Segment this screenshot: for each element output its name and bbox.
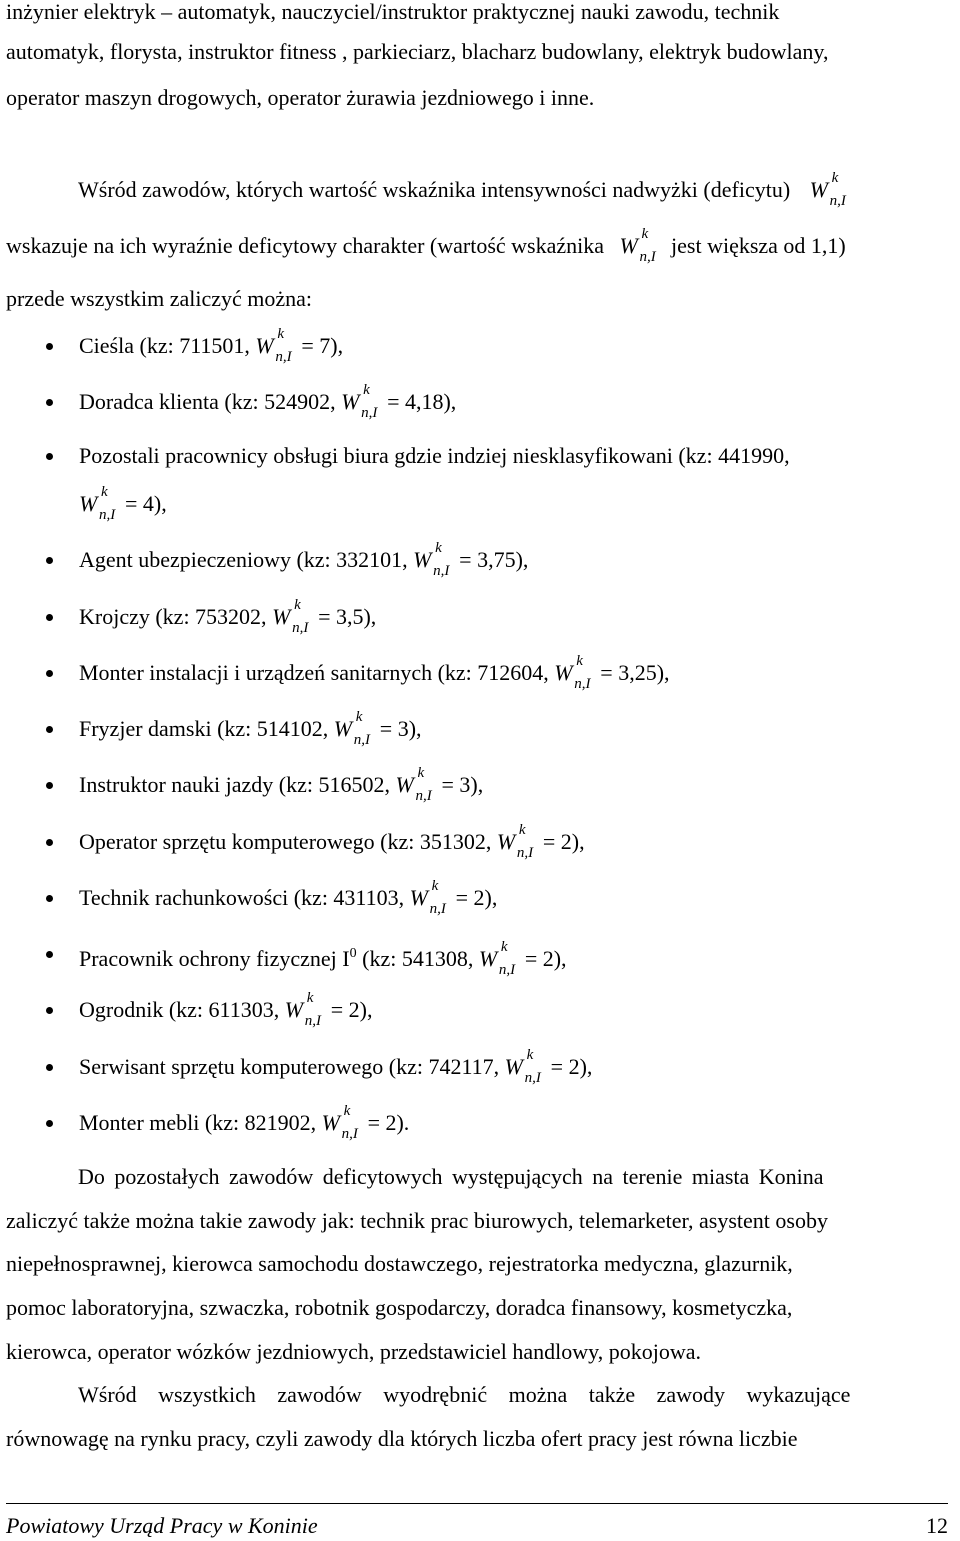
formula-w: W k n,I <box>413 540 450 579</box>
document-page: inżynier elektryk – automatyk, nauczyciel/instruktor praktycznej nauki zawodu, technik automatyk, florysta, instruktor fitness , parkieciarz, blacharz budowlany, elektryk budowlany, operator maszyn drogowych, operator żurawia jezdniowego i inne. Wśród zawodów, których wartość wskaźnika intensywności nadwyżki (deficytu) W k n,I wskazuje na ich wyraźnie deficytowy charakter (wartość wskaźnika W k n,I jest większa od 1,1) przede wszystkim zaliczyć można: Cieśla (kz: 711501, W k n,I = 7), Doradca klienta (kz: 524902, W k n,I = 4,18), Pozostali pracownicy obsługi biura gdzie indziej niesklasyfikowani (kz: 441990, W k n,I = 4), Agent ubezpieczeniowy (kz: 332101, W k n,I = 3,75), Krojczy (kz: 753202, W k n,I = 3,5), Monter instalacji i urządzeń sanitarnych (kz: 712604, W k n,I = 3,25), Fryzjer damski (kz: 514102, W k n,I = 3), Instruktor nauki jazdy (kz: 516502, W k n,I = 3), Operator sprzętu komputerowego (kz: 351302, W k n,I = 2), Technik rachunkowości (kz: 431103, W k n,I = 2), Pracownik ochrony fizycznej $I^0$ (kz: 541308, W k n,I = 2), Ogrodnik (kz: 611303, W k n,I = 2), Serwisant sprzętu komputerowego (kz: 742117, W k n,I = 2), Monter mebli (kz: 821902, W k n,I = 2). Do pozostałych zawodów deficytowych występujących na terenie miasta Konina zaliczyć także można takie zawody jak: technik prac biurowych, telemarketer, asystent osoby niepełnosprawnej, kierowca samochodu dostawczego, rejestratorka medyczna, glazurnik, pomoc laboratoryjna, szwaczka, robotnik gospodarczy, doradca finansowy, kosmetyczka, kierowca, operator wózków jezdniowych, przedstawiciel handlowy, pokojowa. Wśród wszystkich zawodów wyodrębnić można także zawody wykazujące równowagę na rynku pracy, czyli zawody dla których liczba ofert pracy jest równa liczbie Powiatowy Urząd Pracy w Koninie 12 <box>0 0 960 1541</box>
para2-line-4 <box>6 1294 954 1322</box>
footer-organization: Powiatowy Urząd Pracy w Koninie <box>6 1513 318 1538</box>
para-text: kierowca, operator wózków jezdniowych, przedstawiciel handlowy, pokojowa. <box>6 1339 702 1364</box>
para3-line-2 <box>6 1425 954 1453</box>
para-text: Do pozostałych zawodów deficytowych występujących na terenie miasta Konina <box>78 1164 824 1189</box>
para-text: Wśród wszystkich zawodów wyodrębnić można także zawody wykazujące <box>78 1382 851 1407</box>
para-text: pomoc laboratoryjna, szwaczka, robotnik gospodarczy, doradca finansowy, kosmetyczka, <box>6 1295 793 1320</box>
intro-line-1 <box>6 0 954 26</box>
page-number: 12 <box>926 1513 948 1538</box>
para-text: jest większa od 1,1) <box>671 233 846 258</box>
formula-w: W k n,I <box>496 822 534 861</box>
para2-line-5 <box>6 1338 954 1366</box>
intro-line-3 <box>6 84 954 112</box>
intro-text: automatyk, florysta, instruktor fitness , parkieciarz, blacharz budowlany, elektryk budowlany, <box>6 39 829 64</box>
formula-w: W k n,I <box>333 709 371 748</box>
intro-text: operator maszyn drogowych, operator żurawia jezdniowego i inne. <box>6 85 595 110</box>
formula-w: W k n,I <box>321 1103 358 1142</box>
formula-w: W k n,I <box>284 990 321 1029</box>
para2-line-3 <box>6 1250 954 1278</box>
para2-line-1 <box>78 1163 954 1191</box>
formula-w: W k n,I <box>79 484 116 523</box>
formula-w: W k n,I <box>504 1047 541 1086</box>
para2-line-2 <box>6 1207 954 1235</box>
formula-w: W k n,I <box>554 653 591 692</box>
formula-w: W k n,I <box>619 226 656 265</box>
para-text: zaliczyć także można takie zawody jak: technik prac biurowych, telemarketer, asystent osoby <box>6 1208 828 1233</box>
para-text: równowagę na rynku pracy, czyli zawody dla których liczba ofert pracy jest równa liczbie <box>6 1426 798 1451</box>
para-text: Wśród zawodów, których wartość wskaźnika intensywności nadwyżki (deficytu) <box>78 177 791 202</box>
para1-line-1 <box>78 170 954 209</box>
formula-w: W k n,I <box>409 878 446 917</box>
para-text: przede wszystkim zaliczyć można: <box>6 286 313 311</box>
intro-text: inżynier elektryk – automatyk, nauczyciel/instruktor praktycznej nauki zawodu, technik <box>6 0 780 24</box>
formula-w: W k n,I <box>395 765 432 804</box>
para1-line-2 <box>6 226 954 265</box>
para1-line-3 <box>6 285 954 313</box>
intro-line-2 <box>6 38 954 66</box>
formula-w: W k n,I <box>255 326 292 365</box>
para3-line-1 <box>78 1381 954 1409</box>
formula-w: W k n,I <box>809 170 846 209</box>
formula-w: W k n,I <box>478 939 516 978</box>
formula-w: W k n,I <box>272 597 309 636</box>
para-text: wskazuje na ich wyraźnie deficytowy charakter (wartość wskaźnika <box>6 233 605 258</box>
formula-w: W k n,I <box>341 382 378 421</box>
footer-rule <box>6 1503 948 1504</box>
para-text: niepełnosprawnej, kierowca samochodu dostawczego, rejestratorka medyczna, glazurnik, <box>6 1251 793 1276</box>
page-footer <box>6 1512 948 1540</box>
